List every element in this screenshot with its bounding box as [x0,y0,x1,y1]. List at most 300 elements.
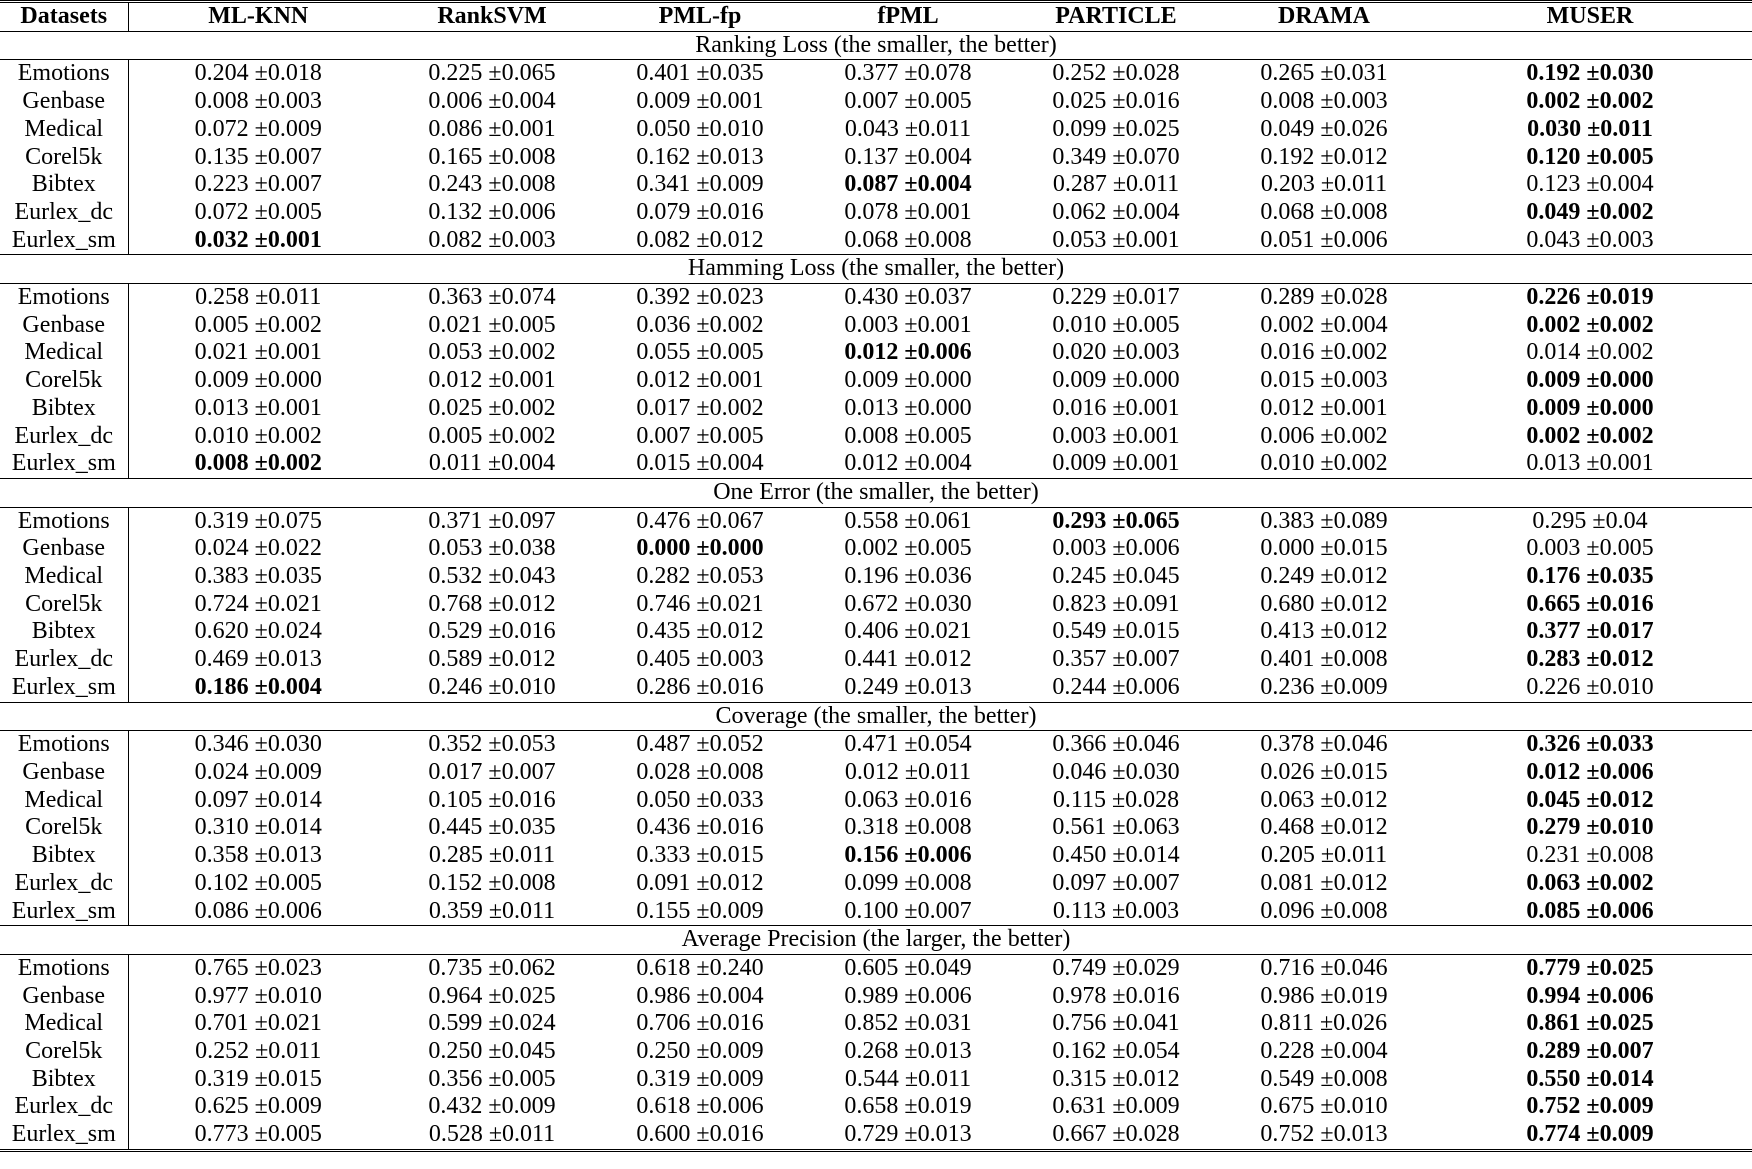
plus-minus-sign: ± [1320,450,1334,477]
plus-minus-sign: ± [696,673,710,700]
plus-minus-sign: ± [488,1010,502,1037]
cell-particle [1012,898,1220,926]
plus-minus-sign: ± [1320,842,1335,869]
mean-value: 0.009 [636,88,691,115]
value [1526,535,1653,561]
value [1261,1010,1387,1036]
std-value: 0.011 [502,897,556,924]
cell-ranksvm [388,284,596,312]
std-value: 0.053 [501,731,556,758]
cell-pml-fp [596,339,804,367]
std-value: 0.016 [501,786,556,813]
plus-minus-sign: ± [488,1065,502,1092]
value [428,646,555,672]
dataset-name: Emotions [0,284,128,312]
mean-value: 0.097 [194,786,249,813]
std-value: 0.097 [501,507,556,534]
cell-drama [1220,88,1428,116]
value [1052,1038,1179,1064]
table-row [0,199,1752,227]
cell-ml-knn [128,339,388,367]
mean-value: 0.005 [194,311,249,338]
mean-value: 0.062 [1052,198,1107,225]
plus-minus-sign: ± [488,535,502,562]
value [636,227,763,253]
std-value: 0.011 [1334,842,1388,869]
mean-value: 0.123 [1526,171,1581,198]
mean-value: 0.010 [1260,450,1315,477]
value [636,144,763,170]
mean-value: 0.192 [1526,60,1581,87]
cell-ml-knn [128,731,388,759]
value [844,563,971,589]
cell-drama [1220,1038,1428,1066]
cell-ml-knn [128,1093,388,1121]
cell-muser [1428,870,1752,898]
plus-minus-sign: ± [254,590,268,617]
std-value: 0.012 [1333,590,1388,617]
dataset-name: Eurlex_dc [0,870,128,898]
plus-minus-sign: ± [488,618,502,645]
mean-value: 0.002 [1526,422,1581,449]
mean-value: 0.007 [636,422,691,449]
cell-muser [1428,507,1752,535]
mean-value: 0.667 [1052,1121,1107,1148]
std-value: 0.035 [1599,563,1654,590]
plus-minus-sign: ± [696,143,710,170]
std-value: 0.010 [1333,1093,1388,1120]
value [1052,674,1179,700]
value [1052,955,1179,981]
plus-minus-sign: ± [1592,507,1606,534]
std-value: 0.003 [1125,339,1180,366]
plus-minus-sign: ± [904,897,918,924]
plus-minus-sign: ± [254,226,268,253]
mean-value: 0.162 [636,143,691,170]
header-muser: MUSER [1546,3,1634,29]
cell-fpml [804,88,1012,116]
mean-value: 0.091 [636,869,691,896]
best-value [1526,88,1653,114]
cell-ranksvm [388,898,596,926]
plus-minus-sign: ± [696,1065,710,1092]
mean-value: 0.469 [194,646,249,673]
plus-minus-sign: ± [1586,226,1600,253]
plus-minus-sign: ± [1586,646,1600,673]
value [428,144,555,170]
cell-drama [1220,395,1428,423]
cell-ranksvm [388,787,596,815]
value [1260,898,1387,924]
value [195,814,322,840]
best-value [1526,284,1653,310]
std-value: 0.014 [1599,1065,1654,1092]
cell-fpml [804,535,1012,563]
std-value: 0.008 [917,226,972,253]
cell-ml-knn [128,842,388,870]
mean-value: 0.279 [1526,814,1581,841]
plus-minus-sign: ± [488,394,502,421]
plus-minus-sign: ± [904,1010,918,1037]
value [1260,116,1387,142]
plus-minus-sign: ± [904,618,918,645]
plus-minus-sign: ± [1112,1065,1126,1092]
value [636,508,763,534]
cell-drama [1220,1121,1428,1150]
mean-value: 0.002 [1526,311,1581,338]
std-value: 0.002 [267,450,322,477]
plus-minus-sign: ± [1112,954,1126,981]
mean-value: 0.050 [636,786,691,813]
table-row [0,563,1752,591]
std-value: 0.016 [1125,982,1180,1009]
mean-value: 0.012 [1260,394,1315,421]
mean-value: 0.055 [636,339,691,366]
std-value: 0.013 [267,842,322,869]
cell-fpml [804,284,1012,312]
cell-fpml [804,60,1012,88]
plus-minus-sign: ± [696,1010,710,1037]
mean-value: 0.293 [1052,507,1107,534]
table-row [0,646,1752,674]
section-title: Average Precision (the larger, the better) [0,926,1752,955]
std-value: 0.006 [1125,673,1180,700]
plus-minus-sign: ± [1586,284,1600,311]
cell-pml-fp [596,759,804,787]
table-row [0,171,1752,199]
table-row [0,618,1752,646]
mean-value: 0.268 [844,1038,899,1065]
cell-fpml [804,199,1012,227]
mean-value: 0.086 [194,897,249,924]
std-value: 0.046 [1333,731,1388,758]
std-value: 0.003 [1333,88,1388,115]
cell-ml-knn [128,618,388,646]
table-row [0,423,1752,451]
mean-value: 0.097 [1052,869,1107,896]
cell-ml-knn [128,1010,388,1038]
std-value: 0.006 [917,982,972,1009]
dataset-name: Emotions [0,60,128,88]
std-value: 0.009 [267,758,322,785]
value [636,674,763,700]
std-value: 0.001 [709,367,764,394]
table-row [0,814,1752,842]
value [195,144,322,170]
cell-ml-knn [128,312,388,340]
value [844,870,971,896]
mean-value: 0.096 [1260,897,1315,924]
cell-muser [1428,759,1752,787]
mean-value: 0.315 [1052,1065,1107,1092]
std-value: 0.012 [1599,786,1654,813]
std-value: 0.001 [709,88,764,115]
plus-minus-sign: ± [1320,954,1334,981]
value [844,787,971,813]
cell-fpml [804,870,1012,898]
plus-minus-sign: ± [1586,535,1600,562]
mean-value: 0.749 [1052,954,1107,981]
dataset-name: Eurlex_sm [0,227,128,255]
std-value: 0.046 [1333,954,1388,981]
value [195,284,321,310]
plus-minus-sign: ± [904,758,919,785]
cell-ranksvm [388,339,596,367]
value [428,423,555,449]
value [1260,1093,1387,1119]
value [428,171,555,197]
mean-value: 0.249 [1260,563,1315,590]
section-header-row [0,255,1752,284]
plus-minus-sign: ± [1112,339,1126,366]
std-value: 0.022 [267,535,322,562]
plus-minus-sign: ± [1320,897,1334,924]
plus-minus-sign: ± [1112,198,1126,225]
std-value: 0.006 [1599,982,1654,1009]
std-value: 0.008 [917,869,972,896]
mean-value: 0.746 [636,590,691,617]
plus-minus-sign: ± [1320,1038,1334,1065]
std-value: 0.008 [501,143,556,170]
mean-value: 0.287 [1052,171,1107,198]
cell-fpml [804,674,1012,702]
plus-minus-sign: ± [488,590,502,617]
std-value: 0.004 [1599,171,1654,198]
mean-value: 0.105 [428,786,483,813]
cell-ml-knn [128,646,388,674]
plus-minus-sign: ± [488,507,502,534]
std-value: 0.002 [1599,88,1654,115]
cell-particle [1012,507,1220,535]
mean-value: 0.002 [1260,311,1315,338]
plus-minus-sign: ± [1320,143,1334,170]
plus-minus-sign: ± [488,897,503,924]
plus-minus-sign: ± [254,618,268,645]
dataset-name: Corel5k [0,1038,128,1066]
mean-value: 0.252 [1052,60,1107,87]
std-value: 0.013 [917,1121,972,1148]
plus-minus-sign: ± [1112,758,1126,785]
plus-minus-sign: ± [1112,869,1126,896]
mean-value: 0.015 [636,450,691,477]
mean-value: 0.003 [1052,422,1107,449]
mean-value: 0.049 [1526,198,1581,225]
plus-minus-sign: ± [696,284,710,311]
mean-value: 0.102 [194,869,249,896]
cell-pml-fp [596,507,804,535]
value [844,199,971,225]
dataset-name: Corel5k [0,591,128,619]
value [1260,535,1387,561]
cell-ml-knn [128,954,388,982]
best-value [844,339,971,365]
value [428,367,555,393]
plus-minus-sign: ± [255,284,269,311]
cell-muser [1428,535,1752,563]
std-value: 0.011 [1600,115,1653,142]
dataset-name: Medical [0,787,128,815]
table-row [0,395,1752,423]
cell-pml-fp [596,731,804,759]
plus-minus-sign: ± [904,60,918,87]
mean-value: 0.289 [1526,1038,1581,1065]
std-value: 0.025 [1125,115,1180,142]
plus-minus-sign: ± [696,1093,710,1120]
mean-value: 0.046 [1052,758,1107,785]
value [1052,731,1179,757]
plus-minus-sign: ± [254,171,268,198]
mean-value: 0.383 [1260,507,1315,534]
mean-value: 0.006 [428,88,483,115]
mean-value: 0.072 [194,115,249,142]
cell-particle [1012,731,1220,759]
std-value: 0.012 [1333,618,1388,645]
std-value: 0.017 [1125,284,1180,311]
cell-pml-fp [596,787,804,815]
cell-muser [1428,284,1752,312]
std-value: 0.005 [917,535,972,562]
table-row [0,116,1752,144]
header-ml-knn: ML-KNN [208,3,309,29]
std-value: 0.011 [918,758,972,785]
value [1260,367,1387,393]
cell-ranksvm [388,1038,596,1066]
plus-minus-sign: ± [696,394,710,421]
cell-ml-knn [128,1038,388,1066]
std-value: 0.001 [267,394,322,421]
mean-value: 0.086 [428,115,483,142]
value [844,395,971,421]
std-value: 0.029 [1125,954,1180,981]
cell-fpml [804,898,1012,926]
mean-value: 0.435 [636,618,691,645]
cell-drama [1220,199,1428,227]
mean-value: 0.009 [1052,450,1107,477]
std-value: 0.000 [1125,367,1180,394]
value [844,646,971,672]
mean-value: 0.036 [636,311,691,338]
value [195,870,322,896]
value [1053,171,1179,197]
mean-value: 0.011 [428,450,482,477]
mean-value: 0.005 [428,422,483,449]
std-value: 0.002 [709,311,764,338]
std-value: 0.001 [1125,422,1180,449]
value [1260,787,1387,813]
mean-value: 0.063 [1260,786,1315,813]
cell-ml-knn [128,814,388,842]
mean-value: 0.994 [1526,982,1581,1009]
cell-pml-fp [596,870,804,898]
best-value [1526,423,1653,449]
table-row [0,787,1752,815]
std-value: 0.002 [1599,198,1654,225]
mean-value: 0.009 [844,367,899,394]
mean-value: 0.010 [194,422,249,449]
plus-minus-sign: ± [1112,673,1126,700]
plus-minus-sign: ± [904,198,918,225]
plus-minus-sign: ± [254,869,268,896]
cell-ranksvm [388,954,596,982]
dataset-name: Genbase [0,88,128,116]
std-value: 0.014 [267,814,322,841]
mean-value: 0.053 [428,535,483,562]
std-value: 0.011 [268,284,322,311]
plus-minus-sign: ± [1112,394,1126,421]
mean-value: 0.357 [1052,646,1107,673]
plus-minus-sign: ± [1112,842,1126,869]
value [195,563,322,589]
plus-minus-sign: ± [1586,311,1600,338]
std-value: 0.008 [917,814,972,841]
std-value: 0.005 [917,88,972,115]
value [1052,1093,1179,1119]
value [195,535,322,561]
std-value: 0.005 [1599,143,1654,170]
value [1260,395,1387,421]
plus-minus-sign: ± [1586,171,1600,198]
table-row [0,870,1752,898]
cell-fpml [804,395,1012,423]
cell-particle [1012,423,1220,451]
value [1526,674,1653,700]
cell-drama [1220,60,1428,88]
std-value: 0.004 [501,450,556,477]
cell-fpml [804,450,1012,478]
table-row [0,339,1752,367]
cell-pml-fp [596,1010,804,1038]
std-value: 0.005 [709,422,764,449]
std-value: 0.012 [1333,786,1388,813]
plus-minus-sign: ± [1320,394,1334,421]
plus-minus-sign: ± [488,367,502,394]
value [844,1093,971,1119]
std-value: 0.006 [267,897,322,924]
mean-value: 0.249 [844,673,899,700]
std-value: 0.006 [1599,897,1654,924]
plus-minus-sign: ± [1320,60,1334,87]
std-value: 0.009 [501,1093,556,1120]
mean-value: 0.244 [1052,673,1107,700]
plus-minus-sign: ± [1112,1093,1126,1120]
cell-fpml [804,144,1012,172]
cell-particle [1012,1093,1220,1121]
value [1260,450,1387,476]
std-value: 0.091 [1125,590,1180,617]
plus-minus-sign: ± [1586,563,1600,590]
std-value: 0.038 [501,535,556,562]
section-header-row [0,31,1752,60]
plus-minus-sign: ± [1320,982,1334,1009]
mean-value: 0.964 [428,982,483,1009]
std-value: 0.000 [917,367,972,394]
mean-value: 0.013 [844,394,899,421]
plus-minus-sign: ± [488,60,502,87]
value [636,116,763,142]
plus-minus-sign: ± [254,842,268,869]
plus-minus-sign: ± [254,646,268,673]
plus-minus-sign: ± [904,673,918,700]
plus-minus-sign: ± [254,786,268,813]
mean-value: 0.016 [1260,339,1315,366]
cell-ranksvm [388,423,596,451]
std-value: 0.011 [1334,171,1388,198]
mean-value: 0.204 [194,60,249,87]
mean-value: 0.258 [195,284,250,311]
value [636,898,763,924]
mean-value: 0.665 [1526,590,1581,617]
plus-minus-sign: ± [254,1093,268,1120]
